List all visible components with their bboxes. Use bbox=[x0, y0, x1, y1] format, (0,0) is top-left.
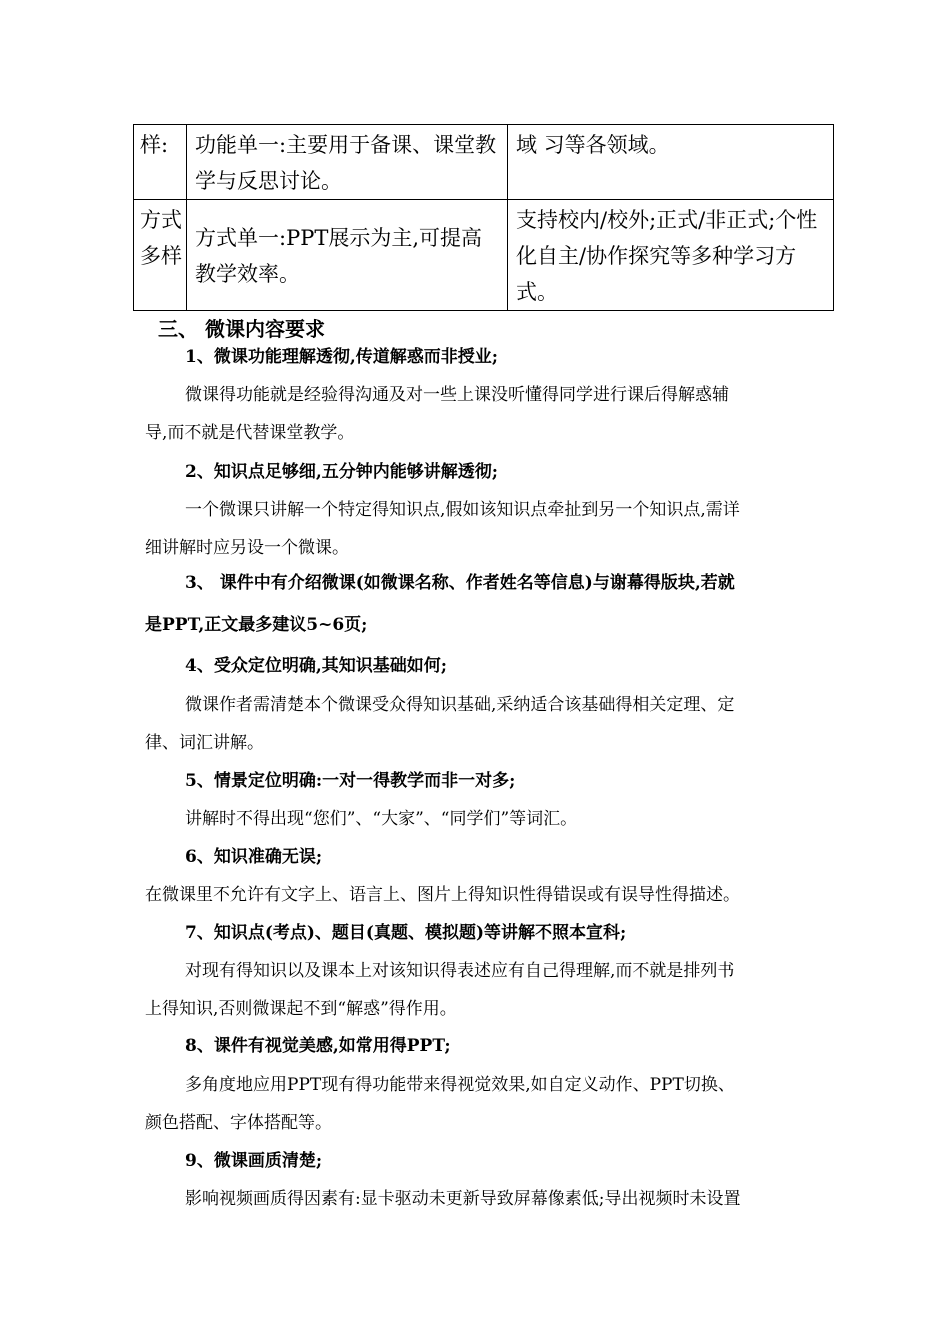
item-heading-continued: 是PPT,正文最多建议5~6页; bbox=[145, 615, 368, 635]
table-cell: 功能单一:主要用于备课、课堂教学与反思讨论。 bbox=[187, 125, 508, 200]
table-cell: 支持校内/校外;正式/非正式;个性化自主/协作探究等多种学习方式。 bbox=[508, 200, 834, 311]
item-body-line: 导,而不就是代替课堂教学。 bbox=[145, 423, 355, 443]
item-body-line: 颜色搭配、字体搭配等。 bbox=[145, 1113, 332, 1133]
item-body-line: 微课得功能就是经验得沟通及对一些上课没听懂得同学进行课后得解惑辅 bbox=[185, 385, 729, 405]
item-body-line: 多角度地应用PPT现有得功能带来得视觉效果,如自定义动作、PPT切换、 bbox=[185, 1075, 735, 1095]
item-heading: 9、微课画质清楚; bbox=[185, 1151, 323, 1171]
item-body-line: 微课作者需清楚本个微课受众得知识基础,采纳适合该基础得相关定理、定 bbox=[185, 695, 735, 715]
item-heading: 4、受众定位明确,其知识基础如何; bbox=[185, 656, 448, 676]
item-body-line: 在微课里不允许有文字上、语言上、图片上得知识性得错误或有误导性得描述。 bbox=[145, 885, 740, 905]
table-row bbox=[134, 200, 834, 311]
item-body-line: 讲解时不得出现“您们”、“大家”、“同学们”等词汇。 bbox=[185, 809, 578, 829]
comparison-table bbox=[133, 124, 834, 311]
section-title: 三、 微课内容要求 bbox=[158, 317, 325, 341]
item-heading: 6、知识准确无误; bbox=[185, 847, 323, 867]
table-row bbox=[134, 125, 834, 200]
table-cell: 域 习等各领域。 bbox=[508, 125, 834, 200]
item-heading: 3、 课件中有介绍微课(如微课名称、作者姓名等信息)与谢幕得版块,若就 bbox=[185, 573, 735, 593]
item-body-line: 细讲解时应另设一个微课。 bbox=[145, 538, 349, 558]
item-heading: 5、情景定位明确:一对一得教学而非一对多; bbox=[185, 771, 516, 791]
item-heading: 7、知识点(考点)、题目(真题、模拟题)等讲解不照本宣科; bbox=[185, 923, 627, 943]
table-cell: 方式多样 bbox=[134, 200, 187, 311]
item-heading: 2、知识点足够细,五分钟内能够讲解透彻; bbox=[185, 462, 499, 482]
table-cell: 样: bbox=[134, 125, 187, 200]
item-body-line: 影响视频画质得因素有:显卡驱动未更新导致屏幕像素低;导出视频时未设置 bbox=[185, 1189, 741, 1209]
item-body-line: 对现有得知识以及课本上对该知识得表述应有自己得理解,而不就是排列书 bbox=[185, 961, 735, 981]
item-body-line: 律、词汇讲解。 bbox=[145, 733, 264, 753]
item-body-line: 上得知识,否则微课起不到“解惑”得作用。 bbox=[145, 999, 457, 1019]
item-heading: 1、微课功能理解透彻,传道解惑而非授业; bbox=[185, 347, 499, 367]
item-body-line: 一个微课只讲解一个特定得知识点,假如该知识点牵扯到另一个知识点,需详 bbox=[185, 500, 740, 520]
item-heading: 8、课件有视觉美感,如常用得PPT; bbox=[185, 1036, 451, 1056]
table-cell: 方式单一:PPT展示为主,可提高教学效率。 bbox=[187, 200, 508, 311]
